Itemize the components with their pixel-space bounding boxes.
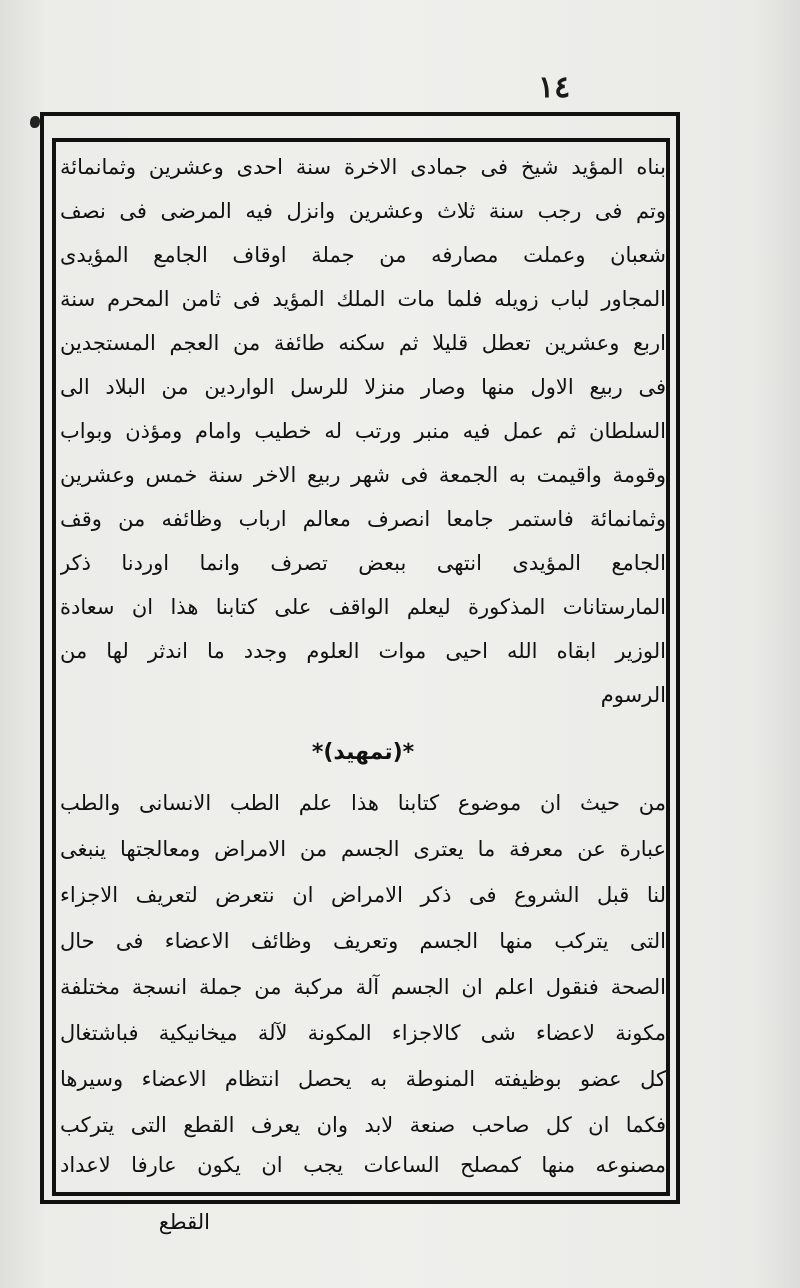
text-line: مصنوعه منها كمصلح الساعات يجب ان يكون عارفا لاعداد [60,1153,666,1177]
text-line: المجاور لباب زويله فلما مات الملك المؤيد فى ثامن المحرم سنة [60,287,666,311]
text-block [60,143,666,1188]
text-line: بناه المؤيد شيخ فى جمادى الاخرة سنة احدى وعشرين وثمانمائة [60,155,666,179]
text-line: عبارة عن معرفة ما يعترى الجسم من الامراض ومعالجتها ينبغى [60,837,666,861]
text-line: شعبان وعملت مصارفه من جملة اوقاف الجامع المؤيدى [60,243,666,267]
page-number: ١٤ [538,70,571,105]
text-line: لنا قبل الشروع فى ذكر الامراض ان نتعرض لتعريف الاجزاء [60,883,666,907]
text-line: وثمانمائة فاستمر جامعا انصرف معالم ارباب وظائفه من وقف [60,507,666,531]
catchword: القطع [158,1210,210,1234]
text-line: من حيث ان موضوع كتابنا هذا علم الطب الانسانى والطب [60,791,666,815]
text-line: المارستانات المذكورة ليعلم الواقف على كتابنا هذا ان سعادة [60,595,666,619]
text-line: مكونة لاعضاء شى كالاجزاء المكونة لآلة ميخانيكية فباشتغال [60,1021,666,1045]
text-line: الرسوم [600,683,666,707]
text-line: الجامع المؤيدى انتهى ببعض تصرف وانما اوردنا ذكر [60,551,666,575]
text-line: الوزير ابقاه الله احيى موات العلوم وجدد ما اندثر لها من [60,639,666,663]
text-line: وقومة واقيمت به الجمعة فى شهر ربيع الاخر سنة خمس وعشرين [60,463,666,487]
text-line: اربع وعشرين تعطل قليلا ثم سكنه طائفة من العجم المستجدين [60,331,666,355]
ink-blot [30,116,40,128]
text-line: وتم فى رجب سنة ثلاث وعشرين وانزل فيه المرضى فى نصف [60,199,666,223]
text-line: التى يتركب منها الجسم وتعريف وظائف الاعضاء فى حال [60,929,666,953]
section-heading: *(تمهيد)* [311,740,415,765]
text-line: فكما ان كل صاحب صنعة لابد وان يعرف القطع التى يتركب [60,1113,666,1137]
text-line: كل عضو بوظيفته المنوطة به يحصل انتظام الاعضاء وسيرها [60,1067,666,1091]
text-line: الصحة فنقول اعلم ان الجسم آلة مركبة من جملة انسجة مختلفة [60,975,666,999]
text-line: فى ربيع الاول منها وصار منزلا للرسل الواردين من البلاد الى [60,375,666,399]
text-line: السلطان ثم عمل فيه منبر ورتب له خطيب وامام ومؤذن وبواب [60,419,666,443]
